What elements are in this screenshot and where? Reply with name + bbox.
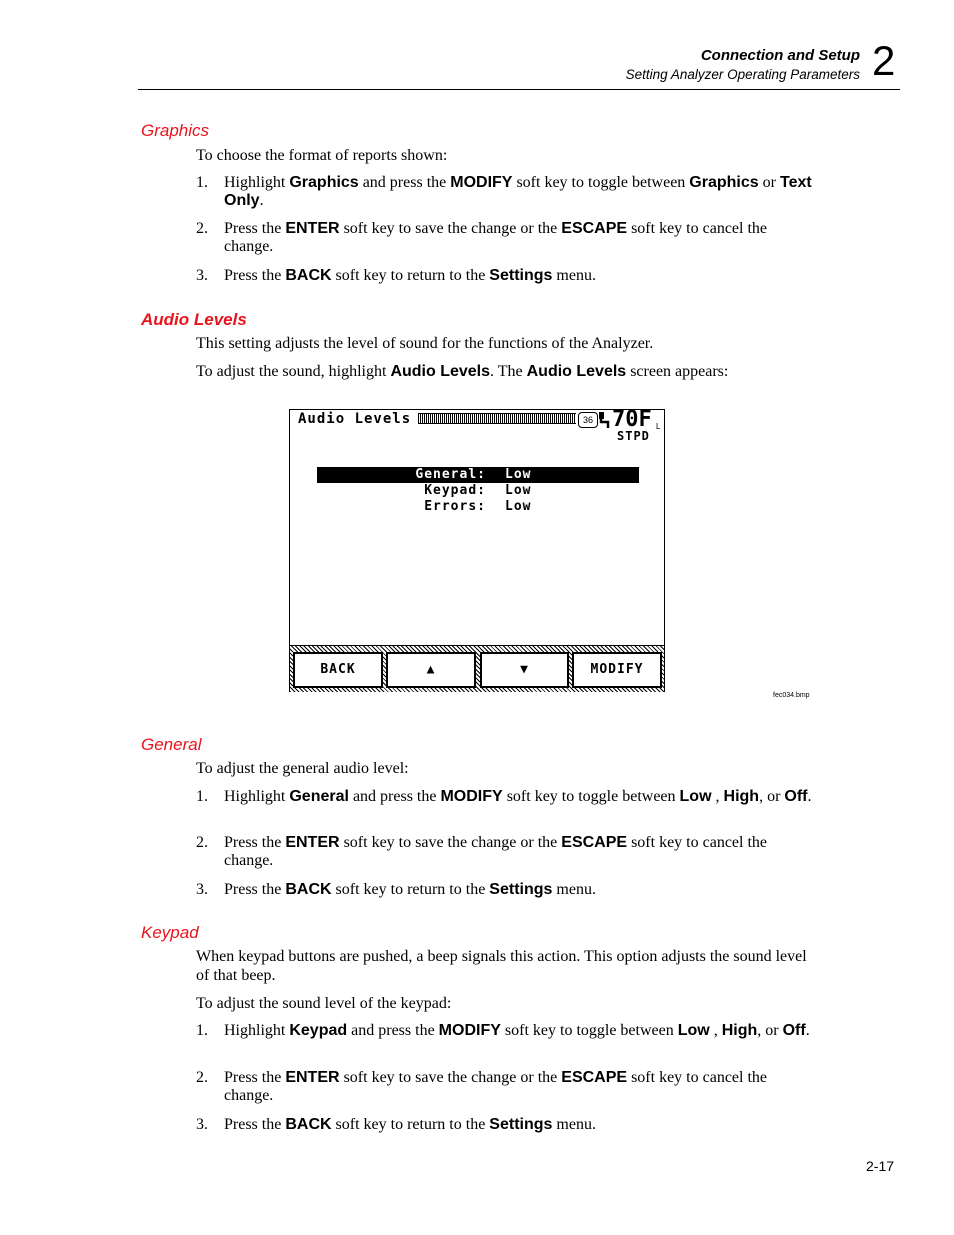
probe-icon bbox=[599, 412, 611, 428]
step-text: Press the ENTER soft key to save the change or the ESCAPE soft key to cancel the change. bbox=[224, 834, 768, 869]
heading-general: General bbox=[141, 735, 202, 754]
screen-row-label[interactable]: Keypad: bbox=[424, 483, 486, 498]
screen-row-label[interactable]: Errors: bbox=[424, 499, 486, 514]
step-number: 2. bbox=[196, 834, 208, 851]
heading-graphics: Graphics bbox=[141, 121, 210, 140]
step-number: 2. bbox=[196, 220, 208, 237]
keypad-para-2: To adjust the sound level of the keypad: bbox=[196, 995, 452, 1012]
graphics-intro: To choose the format of reports shown: bbox=[196, 147, 448, 164]
step-number: 3. bbox=[196, 881, 208, 898]
step-text: Highlight General and press the MODIFY soft key to toggle between Low , High, or Off. bbox=[224, 788, 812, 805]
heading-keypad: Keypad bbox=[141, 923, 199, 942]
screen-row-label[interactable]: General: bbox=[415, 467, 486, 482]
page-number: 2-17 bbox=[866, 1158, 895, 1174]
screen-mode: STPD bbox=[617, 429, 650, 443]
audio-levels-screen bbox=[289, 409, 665, 692]
audio-levels-para-1: This setting adjusts the level of sound for the functions of the Analyzer. bbox=[196, 335, 654, 352]
header-rule bbox=[138, 89, 900, 90]
step-text: Press the BACK soft key to return to the Settings menu. bbox=[224, 1116, 596, 1133]
up-softkey[interactable]: ▲ bbox=[386, 652, 476, 688]
step-text: Press the BACK soft key to return to the Settings menu. bbox=[224, 267, 596, 284]
screen-title-bar bbox=[418, 413, 576, 424]
step-number: 2. bbox=[196, 1069, 208, 1086]
screen-unit: L bbox=[656, 422, 661, 431]
step-number: 1. bbox=[196, 174, 208, 191]
step-number: 1. bbox=[196, 788, 208, 805]
step-text: Press the ENTER soft key to save the change or the ESCAPE soft key to cancel the change. bbox=[224, 220, 768, 255]
step-number: 3. bbox=[196, 1116, 208, 1133]
back-softkey[interactable]: BACK bbox=[293, 652, 383, 688]
step-text: Press the BACK soft key to return to the Settings menu. bbox=[224, 881, 596, 898]
heading-audio-levels: Audio Levels bbox=[141, 310, 247, 329]
chapter-number: 2 bbox=[872, 37, 896, 84]
screen-row-value[interactable]: Low bbox=[505, 467, 532, 482]
down-softkey[interactable]: ▼ bbox=[480, 652, 569, 688]
screen-temperature: 70F bbox=[612, 407, 652, 432]
running-header-section: Setting Analyzer Operating Parameters bbox=[625, 67, 860, 82]
general-intro: To adjust the general audio level: bbox=[196, 760, 409, 777]
running-header-chapter: Connection and Setup bbox=[700, 47, 860, 64]
step-text: Highlight Graphics and press the MODIFY soft key to toggle between Graphics or Text Only. bbox=[224, 174, 812, 209]
step-number: 1. bbox=[196, 1022, 208, 1039]
screen-title: Audio Levels bbox=[298, 411, 412, 427]
audio-levels-para-2: To adjust the sound, highlight Audio Levels. The Audio Levels screen appears: bbox=[196, 363, 729, 380]
modify-softkey[interactable]: MODIFY bbox=[572, 652, 662, 688]
step-text: Press the ENTER soft key to save the change or the ESCAPE soft key to cancel the change. bbox=[224, 1069, 768, 1104]
screen-badge: 36 bbox=[578, 412, 598, 428]
keypad-para-1: When keypad buttons are pushed, a beep signals this action. This option adjusts the sound level of that beep. bbox=[196, 948, 807, 984]
screen-row-value[interactable]: Low bbox=[505, 483, 532, 498]
figure-caption: fec034.bmp bbox=[773, 692, 810, 699]
screen-row-value[interactable]: Low bbox=[505, 499, 532, 514]
step-number: 3. bbox=[196, 267, 208, 284]
step-text: Highlight Keypad and press the MODIFY soft key to toggle between Low , High, or Off. bbox=[224, 1022, 810, 1039]
